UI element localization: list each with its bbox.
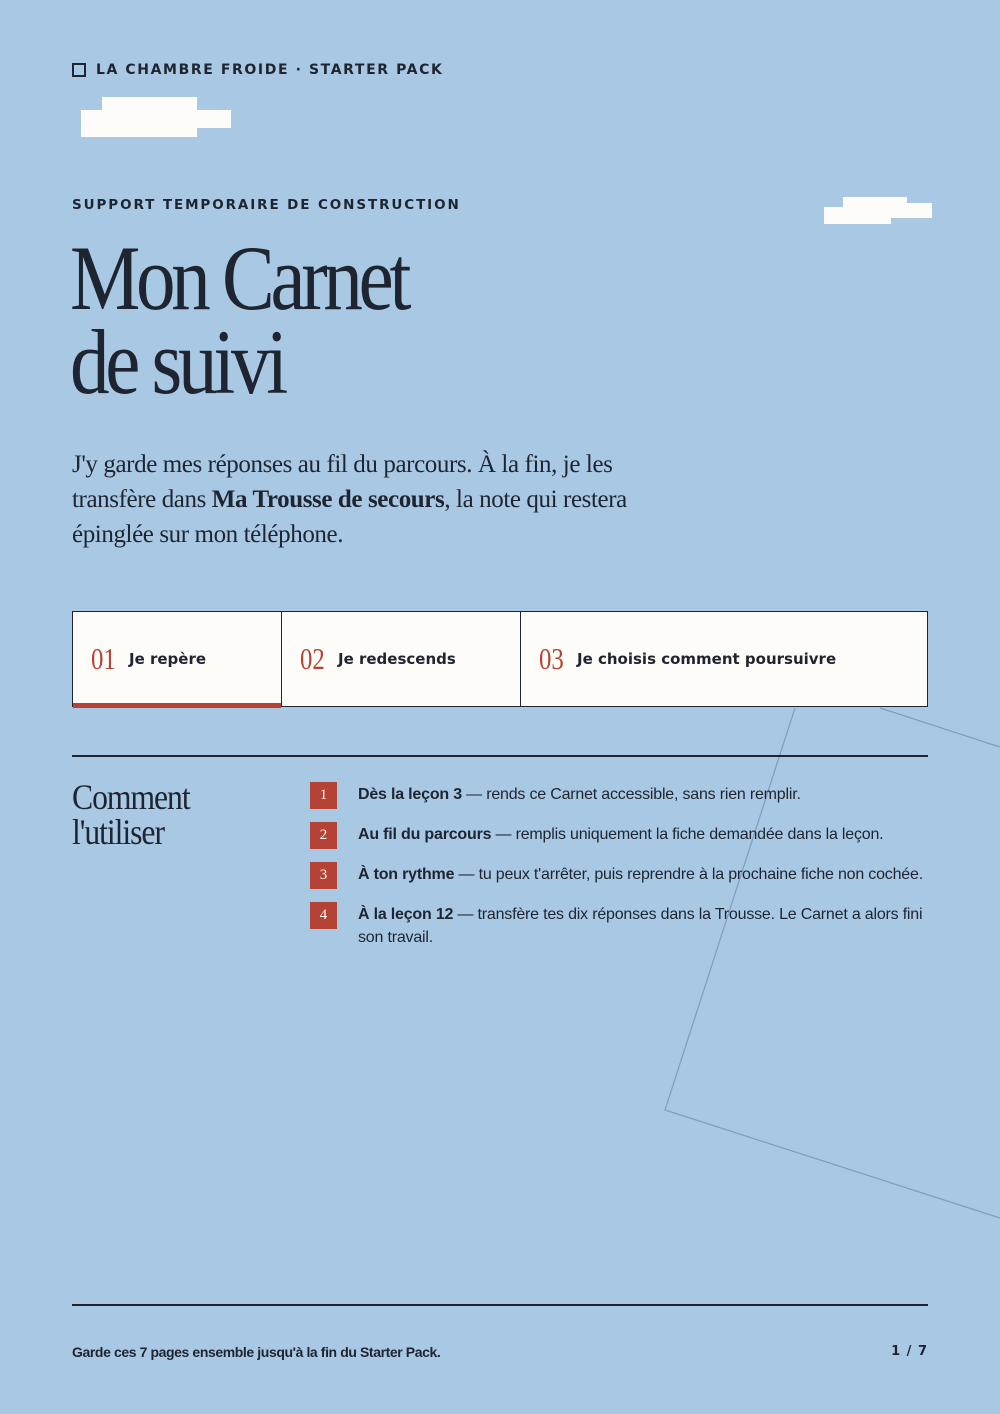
usage-text	[358, 822, 883, 849]
section-divider	[72, 755, 928, 757]
page-title-line-2: de suivi	[70, 311, 284, 413]
page-title	[70, 227, 408, 413]
step-number: 03	[539, 641, 564, 676]
usage-list	[310, 782, 940, 962]
usage-title-line-1: Comment	[72, 777, 190, 817]
usage-detail: — rends ce Carnet accessible, sans rien remplir.	[461, 786, 801, 803]
step-2	[282, 612, 521, 706]
usage-detail: — tu peux t'arrêter, puis reprendre à la prochaine fiche non cochée.	[454, 866, 923, 883]
footer-divider	[72, 1304, 928, 1306]
usage-lead: Au fil du parcours	[358, 826, 492, 843]
usage-text	[358, 902, 940, 949]
eyebrow-label: SUPPORT TEMPORAIRE DE CONSTRUCTION	[72, 197, 461, 213]
list-item	[310, 862, 940, 889]
page-number: 1 / 7	[891, 1344, 928, 1359]
brand-name: LA CHAMBRE FROIDE · STARTER PACK	[96, 62, 444, 78]
number-badge: 4	[310, 902, 337, 929]
usage-lead: Dès la leçon 3	[358, 786, 462, 803]
list-item	[310, 902, 940, 949]
step-number: 01	[91, 641, 116, 676]
intro-emphasis: Ma Trousse de secours	[211, 486, 445, 513]
list-item	[310, 782, 940, 809]
usage-detail: — transfère tes dix réponses dans la Trousse. Le Carnet a alors fini son travail.	[358, 906, 923, 946]
intro-text-before: J'y garde mes réponses au fil du parcours. À la fin, je les transfère dans	[72, 451, 613, 513]
step-number: 02	[300, 641, 325, 676]
step-label: Je choisis comment poursuivre	[577, 650, 837, 668]
usage-text	[358, 782, 801, 809]
step-label: Je redescends	[338, 650, 456, 668]
number-badge: 1	[310, 782, 337, 809]
footer-note: Garde ces 7 pages ensemble jusqu'à la fin du Starter Pack.	[72, 1344, 441, 1360]
number-badge: 3	[310, 862, 337, 889]
brand-square-icon	[72, 63, 86, 77]
intro-text-after: , la note qui restera épinglée sur mon téléphone.	[72, 486, 627, 548]
step-1	[73, 612, 282, 706]
page-title-line-1: Mon Carnet	[70, 227, 408, 329]
step-label: Je repère	[129, 650, 207, 668]
usage-lead: À ton rythme	[358, 866, 455, 883]
usage-title	[72, 777, 190, 852]
brand-header	[72, 62, 443, 78]
number-badge: 2	[310, 822, 337, 849]
intro-paragraph	[72, 447, 672, 552]
usage-title-line-2: l'utiliser	[72, 812, 164, 852]
step-tracker	[72, 611, 928, 707]
usage-detail: — remplis uniquement la fiche demandée dans la leçon.	[491, 826, 884, 843]
usage-text	[358, 862, 923, 889]
list-item	[310, 822, 940, 849]
step-3	[521, 612, 927, 706]
usage-lead: À la leçon 12	[358, 906, 454, 923]
